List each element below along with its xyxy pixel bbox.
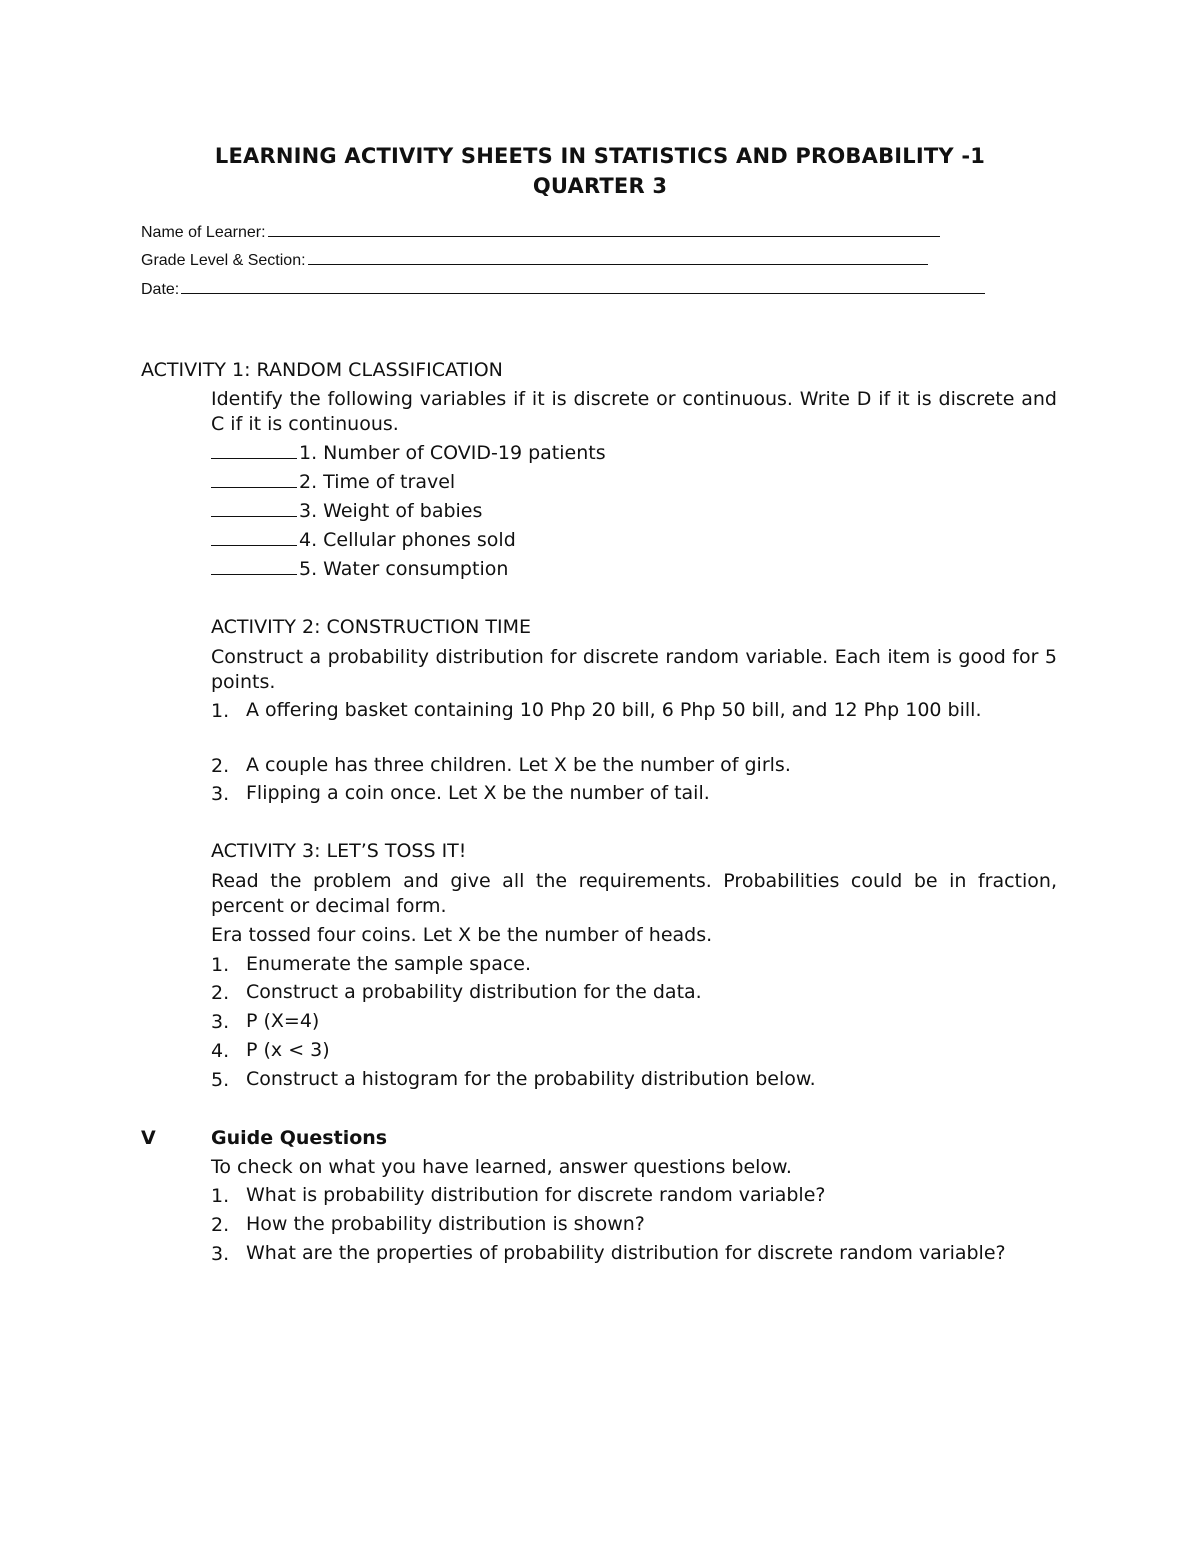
- activity-2-heading: ACTIVITY 2: CONSTRUCTION TIME: [211, 616, 532, 638]
- answer-blank[interactable]: [211, 498, 297, 517]
- item-text: 2. Time of travel: [299, 471, 456, 493]
- activity-2-instruction: Construct a probability distribution for discrete random variable. Each item is good for 5 points.: [211, 646, 1057, 693]
- activity-3-item-4: P (x < 3): [246, 1039, 330, 1061]
- document-title-line-2: QUARTER 3: [532, 174, 668, 198]
- list-number: 3.: [211, 1011, 230, 1033]
- activity-1-item-4: [211, 527, 516, 553]
- activity-3-item-1: Enumerate the sample space.: [246, 953, 532, 975]
- list-number: 2.: [211, 982, 230, 1004]
- list-number: 1.: [211, 700, 230, 722]
- name-of-learner-blank[interactable]: [268, 222, 940, 237]
- document-title-line-1: LEARNING ACTIVITY SHEETS IN STATISTICS AND PROBABILITY -1: [214, 144, 986, 168]
- activity-3-item-2: Construct a probability distribution for the data.: [246, 981, 702, 1003]
- list-number: 1.: [211, 954, 230, 976]
- item-text: 1. Number of COVID-19 patients: [299, 442, 606, 464]
- list-number: 2.: [211, 1214, 230, 1236]
- section-5-numeral: V: [141, 1127, 156, 1149]
- list-number: 1.: [211, 1185, 230, 1207]
- guide-questions-intro: To check on what you have learned, answer questions below.: [211, 1156, 792, 1178]
- list-number: 4.: [211, 1040, 230, 1062]
- guide-question-1: What is probability distribution for discrete random variable?: [246, 1184, 826, 1206]
- date-field[interactable]: [141, 279, 985, 300]
- list-number: 5.: [211, 1069, 230, 1091]
- guide-questions-heading: Guide Questions: [211, 1127, 388, 1149]
- name-of-learner-field[interactable]: [141, 222, 940, 243]
- list-number: 2.: [211, 755, 230, 777]
- guide-question-2: How the probability distribution is shown?: [246, 1213, 645, 1235]
- activity-1-item-5: [211, 556, 508, 582]
- activity-1-item-2: [211, 469, 455, 495]
- activity-1-instruction: Identify the following variables if it is discrete or continuous. Write D if it is discrete and C if it is continuous.: [211, 388, 1057, 435]
- answer-blank[interactable]: [211, 469, 297, 488]
- date-label: Date:: [141, 281, 180, 298]
- activity-3-item-5: Construct a histogram for the probability distribution below.: [246, 1068, 816, 1090]
- activity-2-item-2: A couple has three children. Let X be the number of girls.: [246, 754, 791, 776]
- date-blank[interactable]: [181, 279, 985, 294]
- activity-1-item-1: [211, 440, 606, 466]
- activity-3-heading: ACTIVITY 3: LET’S TOSS IT!: [211, 840, 467, 862]
- activity-3-item-3: P (X=4): [246, 1010, 320, 1032]
- answer-blank[interactable]: [211, 556, 297, 575]
- answer-blank[interactable]: [211, 527, 297, 546]
- name-of-learner-label: Name of Learner:: [141, 224, 266, 241]
- item-text: 5. Water consumption: [299, 558, 509, 580]
- list-number: 3.: [211, 1243, 230, 1265]
- answer-blank[interactable]: [211, 440, 297, 459]
- activity-3-problem: Era tossed four coins. Let X be the number of heads.: [211, 924, 713, 946]
- activity-2-item-3: Flipping a coin once. Let X be the number of tail.: [246, 782, 710, 804]
- item-text: 3. Weight of babies: [299, 500, 483, 522]
- grade-level-section-blank[interactable]: [308, 250, 928, 265]
- activity-2-item-1: A offering basket containing 10 Php 20 bill, 6 Php 50 bill, and 12 Php 100 bill.: [246, 699, 982, 721]
- activity-1-item-3: [211, 498, 482, 524]
- activity-1-heading: ACTIVITY 1: RANDOM CLASSIFICATION: [141, 359, 503, 381]
- item-text: 4. Cellular phones sold: [299, 529, 516, 551]
- activity-3-instruction: Read the problem and give all the requirements. Probabilities could be in fraction, percent or decimal form.: [211, 870, 1057, 917]
- grade-level-section-label: Grade Level & Section:: [141, 252, 306, 269]
- guide-question-3: What are the properties of probability distribution for discrete random variable?: [246, 1242, 1006, 1264]
- grade-level-section-field[interactable]: [141, 250, 928, 271]
- list-number: 3.: [211, 783, 230, 805]
